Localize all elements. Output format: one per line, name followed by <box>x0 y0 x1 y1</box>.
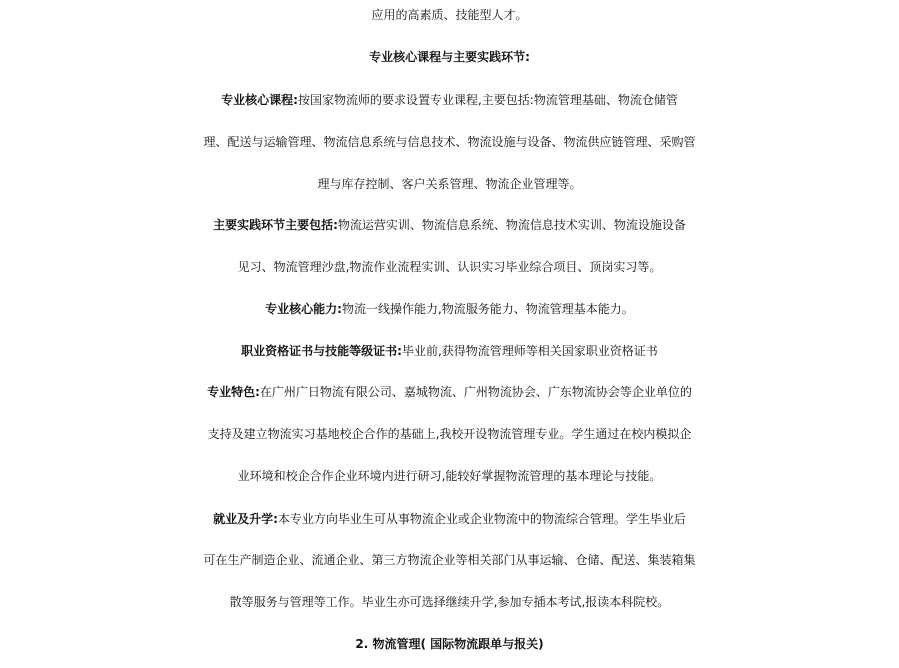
section-heading-text: 专业核心课程与主要实践环节: <box>369 50 530 64</box>
next-section-heading-text: 2. 物流管理( 国际物流跟单与报关) <box>355 637 544 651</box>
employment-text-1: 本专业方向毕业生可从事物流企业或企业物流中的物流综合管理。学生毕业后 <box>277 512 686 526</box>
certificate-label: 职业资格证书与技能等级证书: <box>241 344 402 358</box>
core-courses-line-3 <box>0 173 899 195</box>
employment-text-2: 可在生产制造企业、流通企业、第三方物流企业等相关部门从事运输、仓储、配送、集装箱集 <box>203 553 696 567</box>
features-text-1: 在广州广日物流有限公司、嘉城物流、广州物流协会、广东物流协会等企业单位的 <box>259 385 692 399</box>
next-section-heading <box>0 633 899 655</box>
certificate-text: 毕业前,获得物流管理师等相关国家职业资格证书 <box>401 344 658 358</box>
section-heading <box>0 46 899 68</box>
employment-line-2 <box>0 549 899 571</box>
core-courses-line-2 <box>0 131 899 153</box>
practice-text-2: 见习、物流管理沙盘,物流作业流程实训、认识实习毕业综合项目、顶岗实习等。 <box>237 260 662 274</box>
features-text-3: 业环境和校企合作企业环境内进行研习,能较好掌握物流管理的基本理论与技能。 <box>237 469 662 483</box>
core-courses-text-3: 理与库存控制、客户关系管理、物流企业管理等。 <box>317 177 582 191</box>
features-line-2 <box>0 423 899 445</box>
employment-label: 就业及升学: <box>213 512 278 526</box>
core-courses-line-1 <box>0 89 899 111</box>
employment-text-3: 散等服务与管理等工作。毕业生亦可选择继续升学,参加专插本考试,报读本科院校。 <box>229 595 670 609</box>
core-courses-text-1: 按国家物流师的要求设置专业课程,主要包括:物流管理基础、物流仓储管 <box>297 93 678 107</box>
features-line-3 <box>0 465 899 487</box>
core-ability-text: 物流一线操作能力,物流服务能力、物流管理基本能力。 <box>341 302 634 316</box>
practice-line-1 <box>0 214 899 236</box>
core-ability-label: 专业核心能力: <box>265 302 342 316</box>
practice-label: 主要实践环节主要包括: <box>213 218 338 232</box>
practice-line-2 <box>0 256 899 278</box>
features-line-1 <box>0 381 899 403</box>
employment-line-1 <box>0 508 899 530</box>
employment-line-3 <box>0 591 899 613</box>
core-ability-line <box>0 298 899 320</box>
core-courses-text-2: 理、配送与运输管理、物流信息系统与信息技术、物流设施与设备、物流供应链管理、采购管 <box>203 135 696 149</box>
core-courses-label: 专业核心课程: <box>221 93 298 107</box>
intro-text: 应用的高素质、技能型人才。 <box>371 8 528 22</box>
features-text-2: 支持及建立物流实习基地校企合作的基础上,我校开设物流管理专业。学生通过在校内模拟企 <box>207 427 692 441</box>
certificate-line <box>0 340 899 362</box>
intro-line <box>0 4 899 26</box>
practice-text-1: 物流运营实训、物流信息系统、物流信息技术实训、物流设施设备 <box>337 218 686 232</box>
features-label: 专业特色: <box>207 385 260 399</box>
